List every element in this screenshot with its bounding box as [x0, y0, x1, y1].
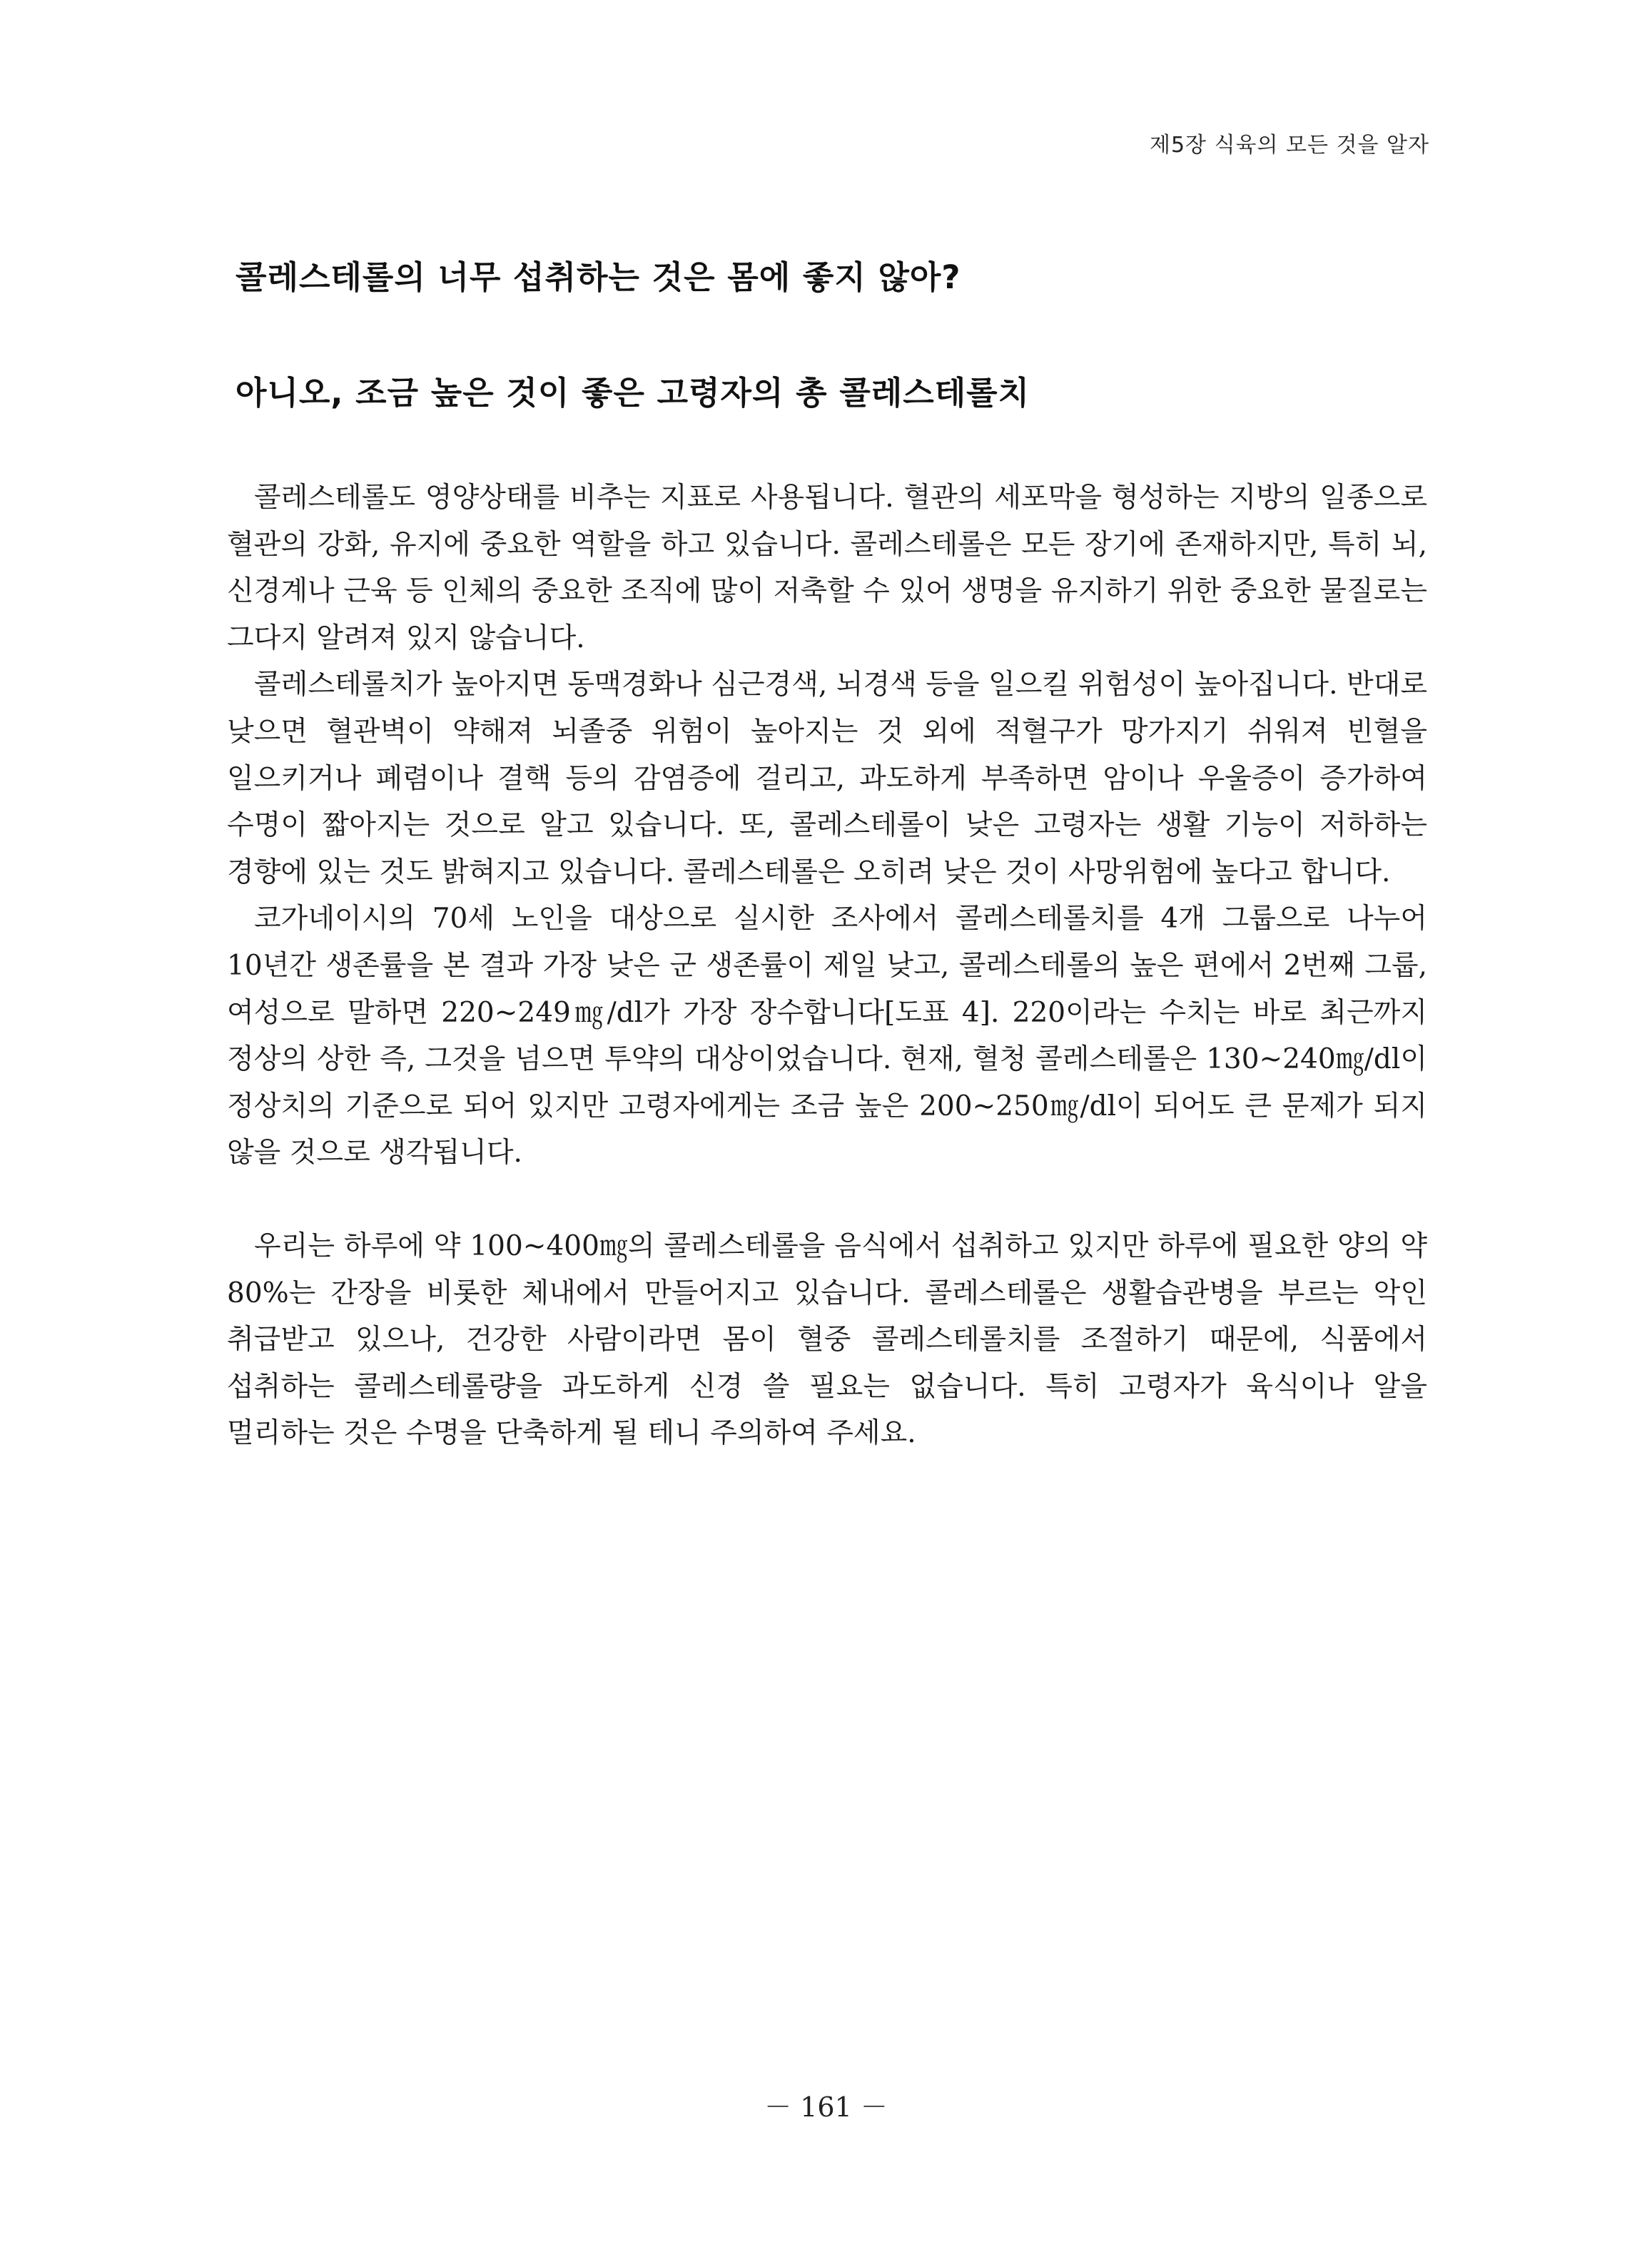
page-number: － 161 － [764, 2091, 888, 2123]
paragraph-koganei-study: 코가네이시의 70세 노인을 대상으로 실시한 조사에서 콜레스테롤치를 4개 그룹으로 나누어 10년간 생존률을 본 결과 가장 낮은 군 생존률이 제일 낮고, 콜레스테롤의 높은 편에서 2번째 그룹, 여성으로 말하면 220~249㎎/dl가 가장 장수합니다[도표 4]. 220이라는 수치는 바로 최근까지 정상의 상한 즉, 그것을 넘으면 투약의 대상이었습니다. 현재, 혈청 콜레스테롤은 130~240㎎/dl이 정상치의 기준으로 되어 있지만 고령자에게는 조금 높은 200~250㎎/dl이 되어도 큰 문제가 되지 않을 것으로 생각됩니다. [227, 903, 1427, 1170]
section-answer-heading: 아니오, 조금 높은 것이 좋은 고령자의 총 콜레스테롤치 [235, 374, 1030, 412]
running-header: 제5장 식육의 모든 것을 알자 [1149, 133, 1429, 158]
section-question-heading: 콜레스테롤의 너무 섭취하는 것은 몸에 좋지 않아? [235, 258, 961, 296]
paragraph-dietary-intake: 우리는 하루에 약 100~400㎎의 콜레스테롤을 음식에서 섭취하고 있지만 하루에 필요한 양의 약 80%는 간장을 비롯한 체내에서 만들어지고 있습니다. 콜레스테롤은 생활습관병을 부르는 악인 취급받고 있으나, 건강한 사람이라면 몸이 혈중 콜레스테롤치를 조절하기 때문에, 식품에서 섭취하는 콜레스테롤량을 과도하게 신경 쓸 필요는 없습니다. 특히 고령자가 육식이나 알을 멀리하는 것은 수명을 단축하게 될 테니 주의하여 주세요. [227, 1229, 1427, 1450]
paragraph-cholesterol-risks: 콜레스테롤치가 높아지면 동맥경화나 심근경색, 뇌경색 등을 일으킬 위험성이 높아집니다. 반대로 낮으면 혈관벽이 약해져 뇌졸중 위험이 높아지는 것 외에 적혈구가 망가지기 쉬워져 빈혈을 일으키거나 폐렴이나 결핵 등의 감염증에 걸리고, 과도하게 부족하면 암이나 우울증이 증가하여 수명이 짧아지는 것으로 알고 있습니다. 또, 콜레스테롤이 낮은 고령자는 생활 기능이 저하하는 경향에 있는 것도 밝혀지고 있습니다. 콜레스테롤은 오히려 낮은 것이 사망위험에 높다고 합니다. [227, 669, 1427, 888]
paragraph-cholesterol-indicator: 콜레스테롤도 영양상태를 비추는 지표로 사용됩니다. 혈관의 세포막을 형성하는 지방의 일종으로 혈관의 강화, 유지에 중요한 역할을 하고 있습니다. 콜레스테롤은 모든 장기에 존재하지만, 특히 뇌, 신경계나 근육 등 인체의 중요한 조직에 많이 저축할 수 있어 생명을 유지하기 위한 중요한 물질로는 그다지 알려져 있지 않습니다. [227, 482, 1427, 654]
body-text [227, 475, 1427, 1457]
